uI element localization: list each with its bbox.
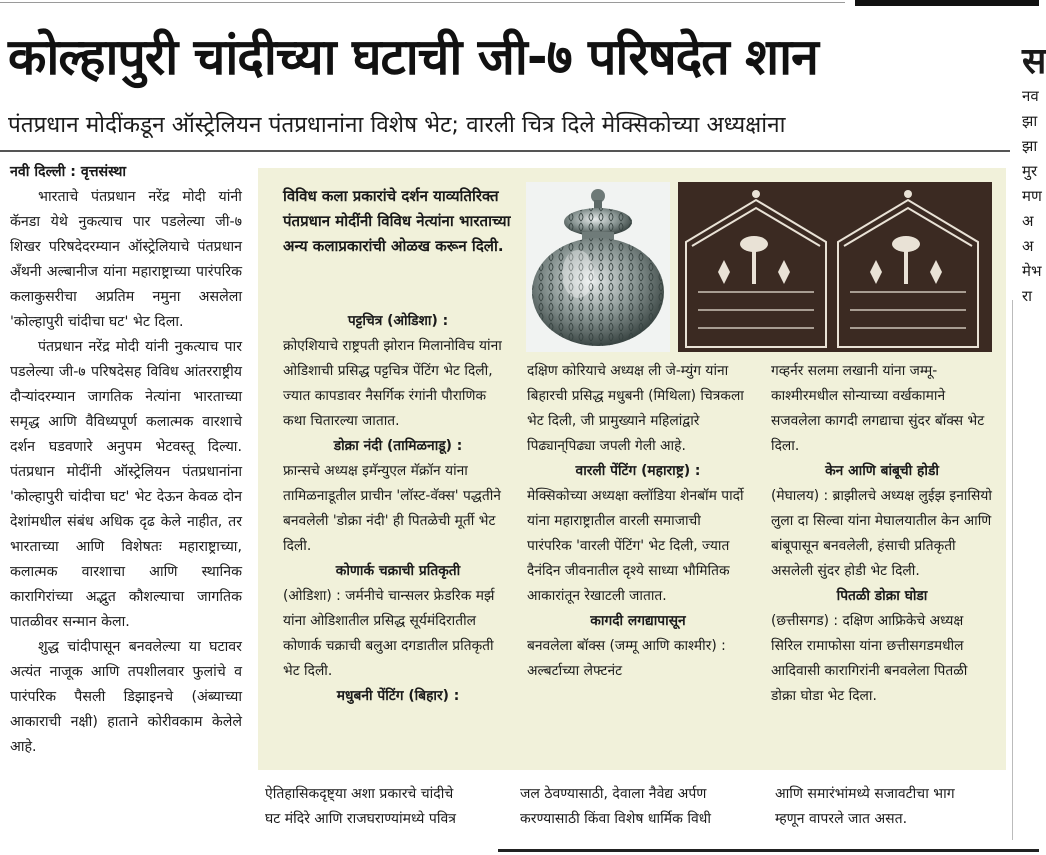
box-text: गव्हर्नर सलमा लखानी यांना जम्मू-काश्मीरमधील सोन्याच्या वर्खकामाने सजवलेला कागदी लगद्याचा सुंदर बॉक्स भेट दिला. <box>771 363 985 454</box>
box-column-b <box>527 359 749 684</box>
fragment: अ <box>1022 237 1034 255</box>
subheading: केन आणि बांबूची होडी <box>825 463 939 479</box>
fragment: रा <box>1022 287 1033 305</box>
silver-pot-photo <box>526 182 670 352</box>
bottom-line: घट मंदिरे आणि राजघराण्यांमध्ये पवित्र <box>265 811 456 827</box>
silver-pot-illustration <box>526 182 670 352</box>
warli-painting-illustration <box>678 182 992 352</box>
subheading: डोक्रा नंदी (तामिळनाडू) : <box>333 438 463 454</box>
bottom-rule <box>498 849 1039 852</box>
box-intro: विविध कला प्रकारांचे दर्शन याव्यतिरिक्त पंतप्रधान मोदींनी विविध नेत्यांना भारताच्या अन्य कलाप्रकारांची ओळख करून दिली. <box>283 187 511 255</box>
fragment: झा <box>1022 112 1038 130</box>
fragment: मण <box>1022 187 1042 205</box>
paragraph: भारताचे पंतप्रधान नरेंद्र मोदी यांनी कॅनडा येथे नुकत्याच पार पडलेल्या जी-७ शिखर परिषदेदरम्यान ऑस्ट्रेलियाचे पंतप्रधान अँथनी अल्बानीज यांना महाराष्ट्राच्या पारंपरिक कलाकुसरीचा अप्रतिम नमुना असलेला 'कोल्हापुरी चांदीचा घट' भेट दिला. <box>10 189 242 330</box>
fragment: झा <box>1022 137 1038 155</box>
fragment: अ <box>1022 212 1034 230</box>
subheadline: पंतप्रधान मोदींकडून ऑस्ट्रेलियन पंतप्रधानांना विशेष भेट; वारली चित्र दिले मेक्सिकोच्या अध्यक्षांना <box>8 112 786 138</box>
subheading: वारली पेंटिंग (महाराष्ट्र) : <box>575 463 701 479</box>
box-text: (मेघालय) : ब्राझीलचे अध्यक्ष लुईझ इनासियो लुला दा सिल्वा यांना मेघालयातील केन आणि बांबूपासून बनवलेली, हंसाची प्रतिकृती असलेली सुंदर होडी भेट दिली. <box>771 488 992 579</box>
column-divider <box>1012 300 1013 840</box>
adjacent-headline-fragment: स <box>1022 41 1046 82</box>
paragraph: पंतप्रधान नरेंद्र मोदी यांनी नुकत्याच पार पडलेल्या जी-७ परिषदेसह विविध आंतरराष्ट्रीय दौऱ्यांदरम्यान जागतिक नेत्यांना भारताच्या समृद्ध आणि वैविध्यपूर्ण कलात्मक वारशाचे दर्शन घडवणारे अनुपम भेटवस्तू दिल्या. पंतप्रधान मोदींनी ऑस्ट्रेलियन पंतप्रधानांना 'कोल्हापुरी चांदीचा घट' भेट देऊन केवळ दोन देशांमधील संबंध अधिक दृढ केले नाहीत, तर भारताच्या आणि विशेषतः महाराष्ट्राच्या, कलात्मक वारशाचा आणि स्थानिक कारागिरांच्या अद्भुत कौशल्याचा जागतिक पातळीवर सन्मान केला. <box>10 339 242 630</box>
fragment: नव <box>1022 87 1039 105</box>
box-text: (ओडिशा) : जर्मनीचे चान्सलर फ्रेडरिक मर्झ यांना ओडिशातील प्रसिद्ध सूर्यमंदिरातील कोणार्क चक्राची बलुआ दगडातील प्रतिकृती भेट दिली. <box>283 588 495 679</box>
subheading: पितळी डोक्रा घोडा <box>836 588 928 604</box>
box-text: फ्रान्सचे अध्यक्ष इमॅन्युएल मॅक्रॉन यांना तामिळनाडूतील प्राचीन 'लॉस्ट-वॅक्स' पद्धतीने बनवलेली 'डोक्रा नंदी' ही पितळेची मूर्ती भेट दिली. <box>283 463 501 554</box>
top-bar <box>855 0 1039 6</box>
paragraph: शुद्ध चांदीपासून बनवलेल्या या घटावर अत्यंत नाजूक आणि तपशीलवार फुलांचे व पारंपरिक पैसली डिझाइनचे (अंब्याच्या आकाराची नक्षी) हाताने कोरीवकाम केलेले आहे. <box>10 639 242 755</box>
bottom-line: आणि समारंभांमध्ये सजावटीचा भाग <box>775 786 955 802</box>
box-column-a <box>283 309 513 709</box>
bottom-line: ऐतिहासिकदृष्ट्या अशा प्रकारचे चांदीचे <box>265 786 454 802</box>
adjacent-article-edge <box>1022 40 1046 309</box>
box-text: (छत्तीसगड) : दक्षिण आफ्रिकेचे अध्यक्ष सिरिल रामाफोसा यांना छत्तीसगडमधील आदिवासी कारागिरांनी बनवलेला पितळी डोक्रा घोडा भेट दिला. <box>771 613 968 704</box>
bottom-line: करण्यासाठी किंवा विशेष धार्मिक विधी <box>520 811 711 827</box>
dateline: नवी दिल्ली : वृत्तसंस्था <box>10 164 127 180</box>
box-text: मेक्सिकोच्या अध्यक्षा क्लॉडिया शेनबॉम पार्दो यांना महाराष्ट्रातील वारली समाजाची पारंपरिक 'वारली पेंटिंग' भेट दिली, ज्यात दैनंदिन जीवनातील दृश्ये साध्या भौमितिक आकारांतून रेखाटली जातात. <box>527 488 744 604</box>
article-column-1 <box>10 160 242 760</box>
box-column-c <box>771 359 993 709</box>
fragment: मेभ <box>1022 262 1042 280</box>
box-text: दक्षिण कोरियाचे अध्यक्ष ली जे-म्युंग यांना बिहारची प्रसिद्ध मधुबनी (मिथिला) चित्रकला भेट दिली, जी प्रामुख्याने महिलांद्वारे पिढ्यान्‌पिढ्या जपली गेली आहे. <box>527 363 744 454</box>
subheading: कागदी लगद्यापासून <box>590 613 686 629</box>
bottom-line: म्हणून वापरले जात असत. <box>775 811 908 827</box>
headline-rule <box>0 150 1010 152</box>
top-rule <box>0 2 845 3</box>
subheading: पट्टचित्र (ओडिशा) : <box>347 313 449 329</box>
warli-painting-photo <box>678 182 992 352</box>
box-text: बनवलेला बॉक्स (जम्मू आणि काश्मीर) : अल्बर्टाच्या लेफ्टनंट <box>527 638 726 679</box>
fragment: मुर <box>1022 162 1038 180</box>
bottom-line: जल ठेवण्यासाठी, देवाला नैवेद्य अर्पण <box>520 786 707 802</box>
headline: कोल्हापुरी चांदीच्या घटाची जी-७ परिषदेत शान <box>8 28 818 86</box>
subheading: मधुबनी पेंटिंग (बिहार) : <box>336 688 460 704</box>
box-text: क्रोएशियाचे राष्ट्रपती झोरान मिलानोविच यांना ओडिशाची प्रसिद्ध पट्टचित्र पेंटिंग भेट दिली, ज्यात कापडावर नैसर्गिक रंगांनी पौराणिक कथा चितारल्या जातात. <box>283 338 502 429</box>
subheading: कोणार्क चक्राची प्रतिकृती <box>335 563 461 579</box>
